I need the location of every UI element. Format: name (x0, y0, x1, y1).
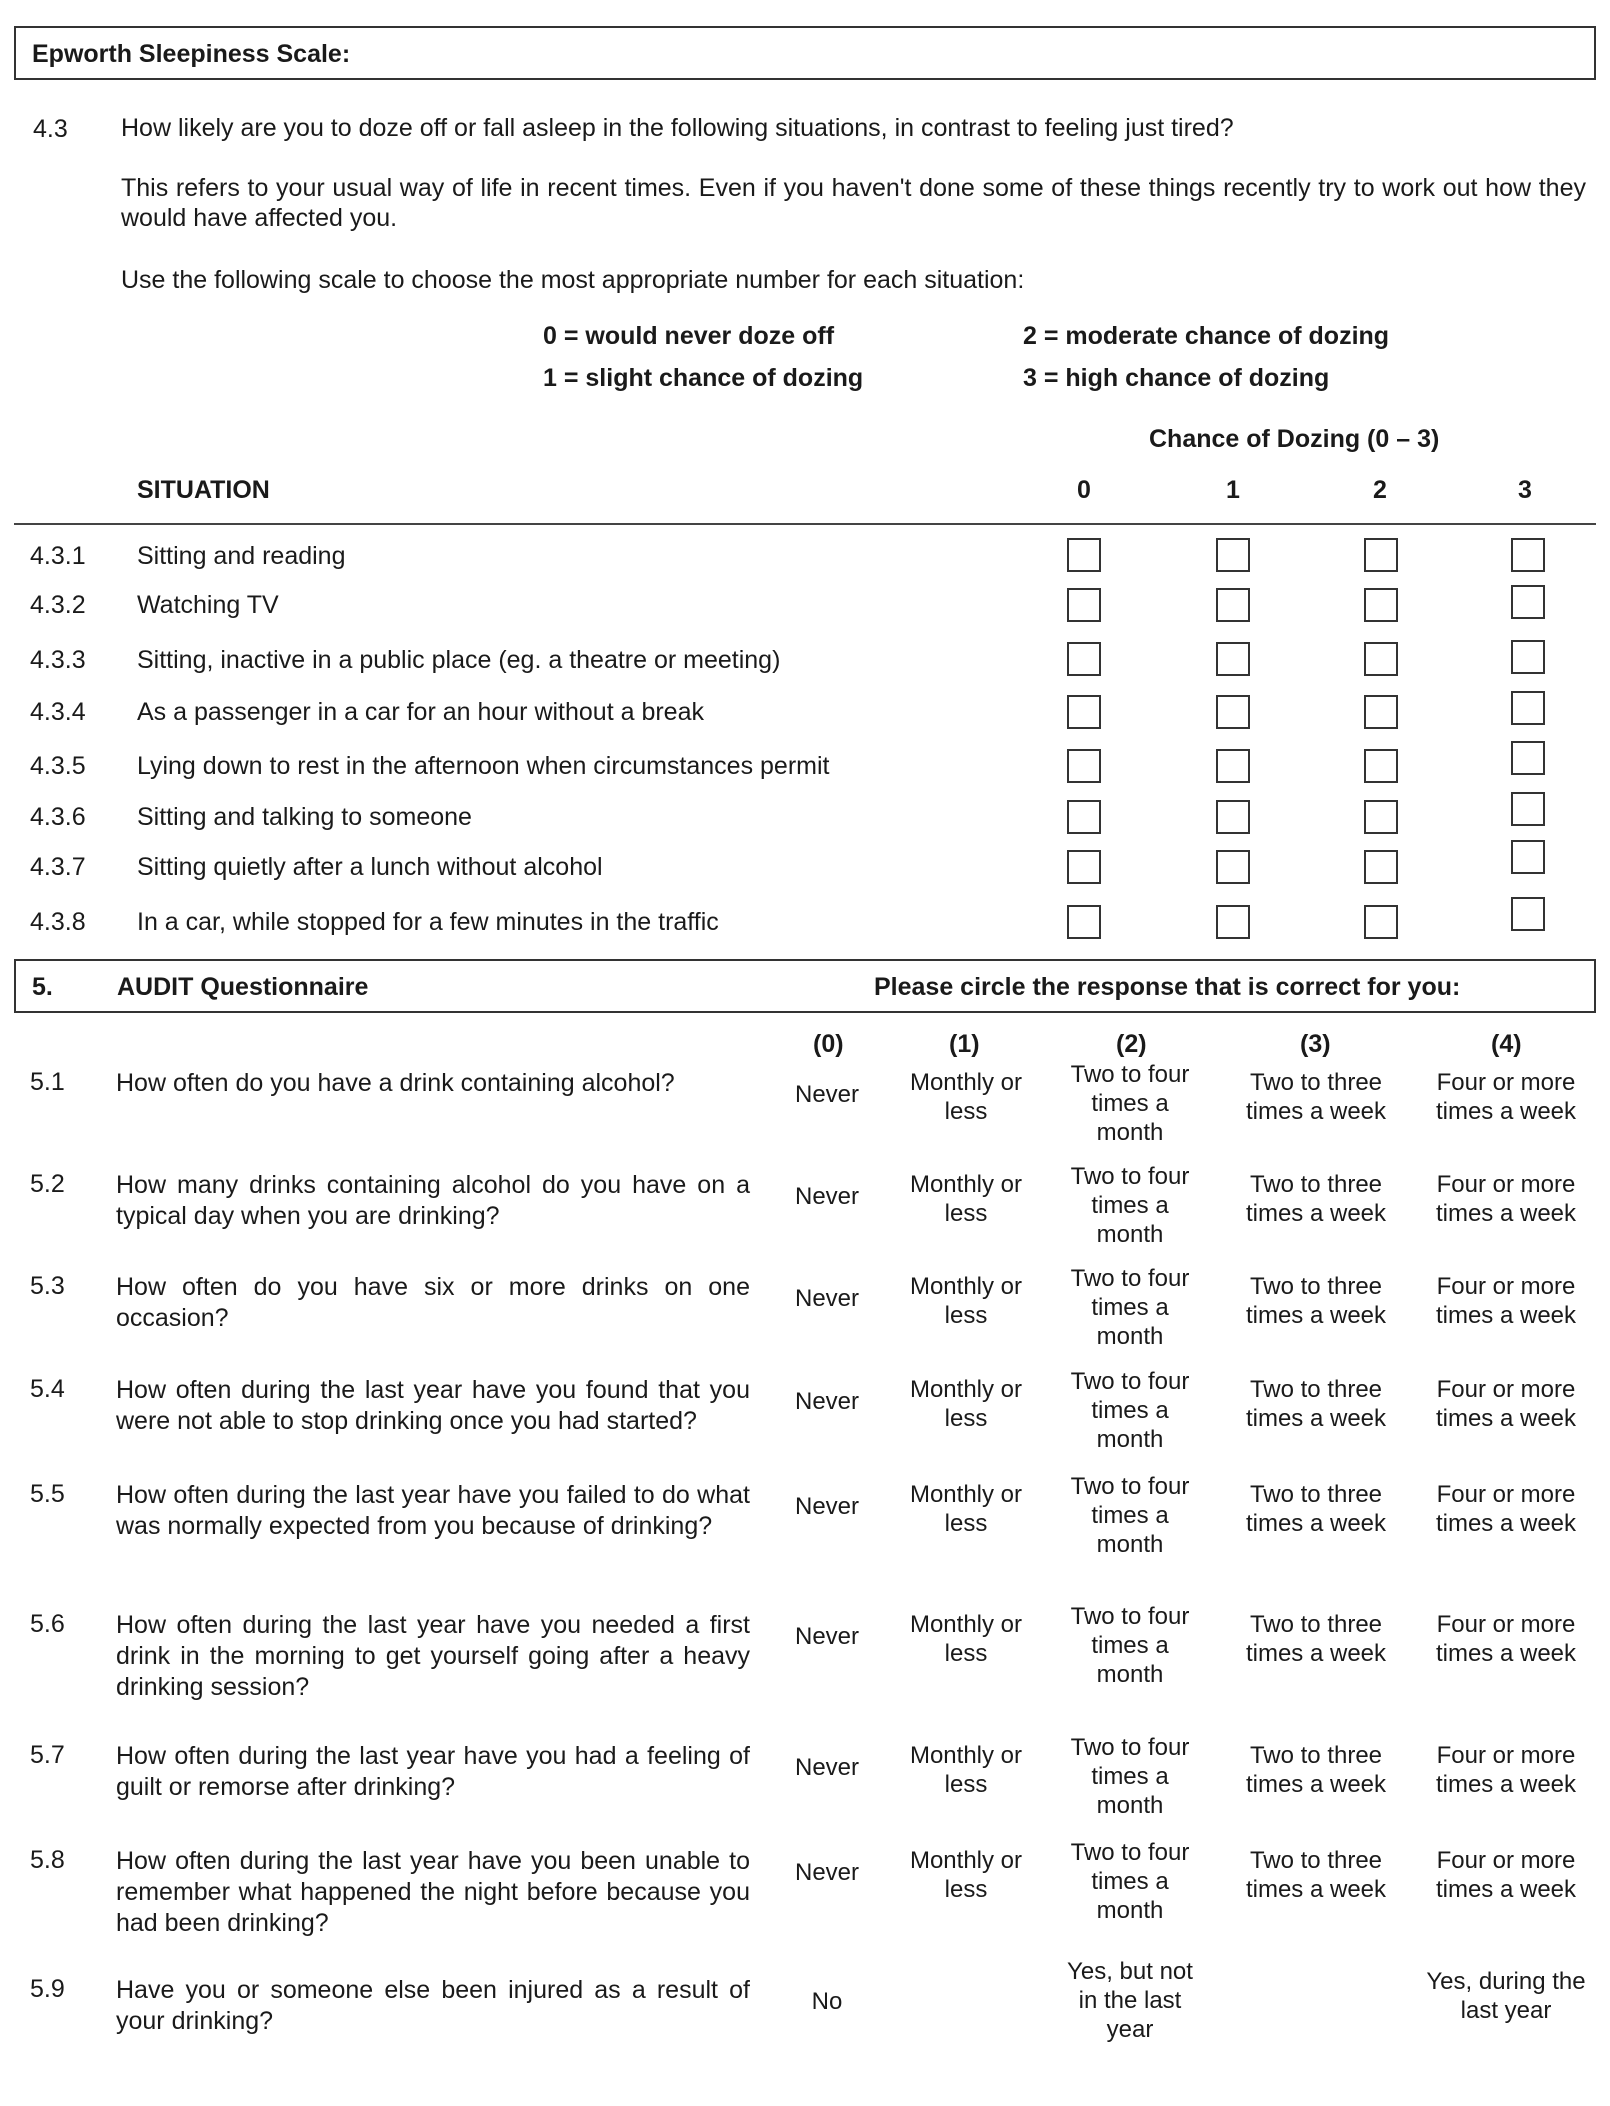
checkbox-3[interactable] (1511, 640, 1545, 674)
audit-option-1[interactable]: Monthly or less (909, 1847, 1023, 1903)
situation-divider (14, 523, 1596, 525)
question-number: 4.3 (33, 115, 68, 143)
audit-title: AUDIT Questionnaire (117, 973, 369, 1001)
audit-option-4[interactable]: Four or more times a week (1435, 1847, 1577, 1903)
audit-option-2[interactable]: Two to four times a month (1070, 1061, 1190, 1146)
audit-option-2[interactable]: Two to four times a month (1070, 1839, 1190, 1924)
audit-question-number: 5.3 (30, 1272, 65, 1300)
audit-question-number: 5.5 (30, 1480, 65, 1508)
audit-option-0[interactable]: Never (794, 1493, 860, 1520)
checkbox-2[interactable] (1364, 642, 1398, 676)
checkbox-3[interactable] (1511, 897, 1545, 931)
audit-question-text: How often during the last year have you needed a first drink in the morning to get yourself going after a heavy drinking session? (116, 1611, 750, 1701)
audit-col-1: (1) (949, 1030, 980, 1058)
audit-option-0[interactable]: Never (794, 1081, 860, 1108)
situation-text: Sitting quietly after a lunch without alcohol (137, 853, 603, 881)
checkbox-1[interactable] (1216, 905, 1250, 939)
situation-number: 4.3.8 (30, 908, 86, 936)
situation-number: 4.3.3 (30, 646, 86, 674)
checkbox-0[interactable] (1067, 538, 1101, 572)
checkbox-2[interactable] (1364, 538, 1398, 572)
epworth-scale-intro: Use the following scale to choose the most appropriate number for each situation: (121, 266, 1025, 294)
audit-option-4[interactable]: Yes, during the last year (1426, 1968, 1586, 2024)
audit-header-box (14, 959, 1596, 1013)
audit-option-4[interactable]: Four or more times a week (1435, 1069, 1577, 1125)
audit-option-2[interactable]: Yes, but not in the last year (1067, 1958, 1193, 2043)
checkbox-0[interactable] (1067, 850, 1101, 884)
audit-question-number: 5.7 (30, 1741, 65, 1769)
audit-option-3[interactable]: Two to three times a week (1245, 1273, 1387, 1329)
audit-col-4: (4) (1491, 1030, 1522, 1058)
audit-option-2[interactable]: Two to four times a month (1070, 1368, 1190, 1453)
col-1-header: 1 (1226, 476, 1240, 504)
audit-option-4[interactable]: Four or more times a week (1435, 1742, 1577, 1798)
audit-col-3: (3) (1300, 1030, 1331, 1058)
audit-question-number: 5.9 (30, 1975, 65, 2003)
audit-option-4[interactable]: Four or more times a week (1435, 1611, 1577, 1667)
audit-option-3[interactable]: Two to three times a week (1245, 1171, 1387, 1227)
checkbox-3[interactable] (1511, 840, 1545, 874)
audit-option-4[interactable]: Four or more times a week (1435, 1376, 1577, 1432)
audit-option-1[interactable]: Monthly or less (909, 1273, 1023, 1329)
audit-option-1[interactable]: Monthly or less (909, 1376, 1023, 1432)
audit-question-number: 5.1 (30, 1068, 65, 1096)
audit-question-number: 5.4 (30, 1375, 65, 1403)
audit-option-0[interactable]: Never (794, 1388, 860, 1415)
situation-number: 4.3.7 (30, 853, 86, 881)
checkbox-3[interactable] (1511, 691, 1545, 725)
checkbox-1[interactable] (1216, 538, 1250, 572)
checkbox-2[interactable] (1364, 850, 1398, 884)
audit-option-3[interactable]: Two to three times a week (1245, 1069, 1387, 1125)
situation-text: As a passenger in a car for an hour without a break (137, 698, 704, 726)
audit-option-3[interactable]: Two to three times a week (1245, 1376, 1387, 1432)
checkbox-3[interactable] (1511, 585, 1545, 619)
audit-option-3[interactable]: Two to three times a week (1245, 1742, 1387, 1798)
audit-option-1[interactable]: Monthly or less (909, 1069, 1023, 1125)
scale-1: 1 = slight chance of dozing (543, 364, 864, 392)
col-2-header: 2 (1373, 476, 1387, 504)
checkbox-0[interactable] (1067, 905, 1101, 939)
audit-number: 5. (32, 973, 53, 1001)
situation-text: In a car, while stopped for a few minutes in the traffic (137, 908, 719, 936)
audit-option-1[interactable]: Monthly or less (909, 1742, 1023, 1798)
checkbox-0[interactable] (1067, 695, 1101, 729)
chance-header: Chance of Dozing (0 – 3) (1149, 425, 1440, 453)
audit-option-1[interactable]: Monthly or less (909, 1611, 1023, 1667)
audit-question-number: 5.6 (30, 1610, 65, 1638)
situation-text: Sitting and reading (137, 542, 346, 570)
epworth-paragraph: This refers to your usual way of life in recent times. Even if you haven't done some of these things recently try to work out how they would have affected you. (121, 174, 1586, 232)
checkbox-3[interactable] (1511, 792, 1545, 826)
audit-option-3[interactable]: Two to three times a week (1245, 1847, 1387, 1903)
audit-question-number: 5.2 (30, 1170, 65, 1198)
audit-question-text: How often during the last year have you failed to do what was normally expected from you because of drinking? (116, 1481, 750, 1540)
audit-question-number: 5.8 (30, 1846, 65, 1874)
audit-option-2[interactable]: Two to four times a month (1070, 1473, 1190, 1558)
checkbox-2[interactable] (1364, 695, 1398, 729)
audit-question-text: How often during the last year have you been unable to remember what happened the night before because you had been drinking? (116, 1847, 750, 1937)
audit-col-2: (2) (1116, 1030, 1147, 1058)
audit-question-text: How often during the last year have you had a feeling of guilt or remorse after drinking? (116, 1742, 750, 1801)
situation-number: 4.3.5 (30, 752, 86, 780)
audit-col-0: (0) (813, 1030, 844, 1058)
situation-text: Sitting, inactive in a public place (eg. a theatre or meeting) (137, 646, 781, 674)
checkbox-0[interactable] (1067, 800, 1101, 834)
checkbox-1[interactable] (1216, 642, 1250, 676)
checkbox-0[interactable] (1067, 749, 1101, 783)
checkbox-2[interactable] (1364, 800, 1398, 834)
audit-instruction: Please circle the response that is correct for you: (874, 973, 1461, 1001)
audit-question-text: How often do you have a drink containing alcohol? (116, 1069, 675, 1097)
audit-option-3[interactable]: Two to three times a week (1245, 1481, 1387, 1537)
scale-2: 2 = moderate chance of dozing (1023, 322, 1390, 350)
audit-option-4[interactable]: Four or more times a week (1435, 1171, 1577, 1227)
situation-text: Watching TV (137, 591, 279, 619)
situation-text: Lying down to rest in the afternoon when circumstances permit (137, 752, 830, 780)
audit-option-4[interactable]: Four or more times a week (1435, 1273, 1577, 1329)
audit-option-2[interactable]: Two to four times a month (1070, 1265, 1190, 1350)
audit-question-text: How often do you have six or more drinks on one occasion? (116, 1273, 750, 1332)
checkbox-1[interactable] (1216, 749, 1250, 783)
situation-header: SITUATION (137, 476, 270, 504)
checkbox-0[interactable] (1067, 588, 1101, 622)
situation-number: 4.3.1 (30, 542, 86, 570)
audit-option-0[interactable]: Never (794, 1859, 860, 1886)
checkbox-1[interactable] (1216, 850, 1250, 884)
audit-question-text: How many drinks containing alcohol do you have on a typical day when you are drinking? (116, 1171, 750, 1230)
checkbox-0[interactable] (1067, 642, 1101, 676)
checkbox-2[interactable] (1364, 905, 1398, 939)
scale-0: 0 = would never doze off (543, 322, 835, 350)
scale-3: 3 = high chance of dozing (1023, 364, 1330, 392)
situation-number: 4.3.2 (30, 591, 86, 619)
col-3-header: 3 (1518, 476, 1532, 504)
audit-option-3[interactable]: Two to three times a week (1245, 1611, 1387, 1667)
audit-option-1[interactable]: Monthly or less (909, 1171, 1023, 1227)
checkbox-2[interactable] (1364, 749, 1398, 783)
audit-option-2[interactable]: Two to four times a month (1070, 1734, 1190, 1819)
audit-option-2[interactable]: Two to four times a month (1070, 1163, 1190, 1248)
epworth-title: Epworth Sleepiness Scale: (32, 40, 351, 68)
audit-option-0[interactable]: Never (794, 1623, 860, 1650)
situation-number: 4.3.6 (30, 803, 86, 831)
audit-option-2[interactable]: Two to four times a month (1070, 1603, 1190, 1688)
audit-option-0[interactable]: Never (794, 1183, 860, 1210)
epworth-question: How likely are you to doze off or fall asleep in the following situations, in contrast to feeling just tired? (121, 114, 1234, 142)
audit-question-text: Have you or someone else been injured as a result of your drinking? (116, 1976, 750, 2035)
checkbox-2[interactable] (1364, 588, 1398, 622)
checkbox-3[interactable] (1511, 741, 1545, 775)
audit-option-0[interactable]: Never (794, 1754, 860, 1781)
checkbox-3[interactable] (1511, 538, 1545, 572)
checkbox-1[interactable] (1216, 695, 1250, 729)
col-0-header: 0 (1077, 476, 1091, 504)
epworth-header-box (14, 26, 1596, 80)
audit-option-0[interactable]: No (811, 1988, 843, 2015)
checkbox-1[interactable] (1216, 588, 1250, 622)
audit-option-1[interactable]: Monthly or less (909, 1481, 1023, 1537)
audit-question-text: How often during the last year have you found that you were not able to stop drinking once you had started? (116, 1376, 750, 1435)
audit-option-4[interactable]: Four or more times a week (1435, 1481, 1577, 1537)
situation-number: 4.3.4 (30, 698, 86, 726)
audit-option-0[interactable]: Never (794, 1285, 860, 1312)
checkbox-1[interactable] (1216, 800, 1250, 834)
situation-text: Sitting and talking to someone (137, 803, 472, 831)
